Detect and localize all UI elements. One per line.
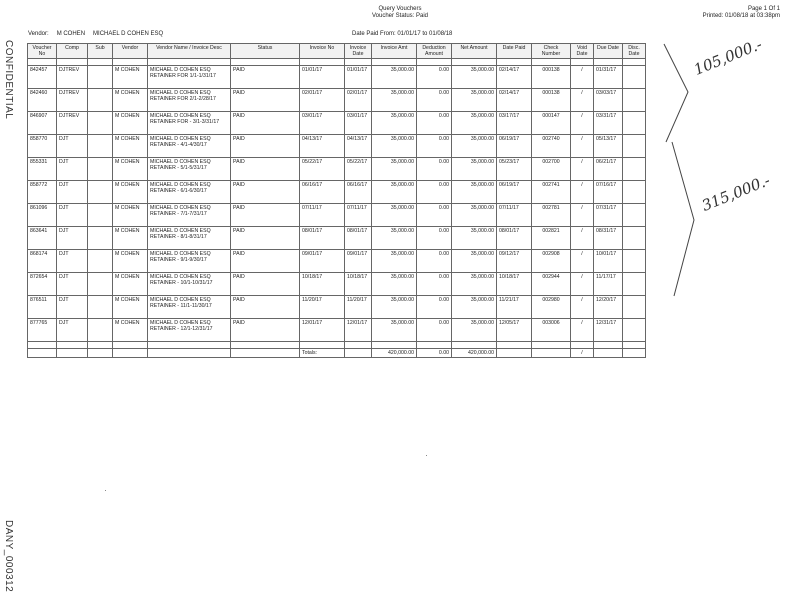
table-cell: 12/20/17 <box>594 296 623 319</box>
table-cell: PAID <box>231 273 300 296</box>
table-cell: 04/13/17 <box>300 135 345 158</box>
table-cell: DJT <box>57 158 88 181</box>
table-cell: 35,000.00 <box>452 204 497 227</box>
table-cell: MICHAEL D COHEN ESQ RETAINER - 12/1-12/31/17 <box>148 319 231 342</box>
table-cell: DJT <box>57 273 88 296</box>
table-cell: PAID <box>231 250 300 273</box>
table-row <box>28 204 646 227</box>
table-cell <box>623 273 646 296</box>
table-cell: 35,000.00 <box>452 227 497 250</box>
table-cell: 863641 <box>28 227 57 250</box>
table-cell <box>623 158 646 181</box>
table-cell: M COHEN <box>113 204 148 227</box>
table-cell: 10/18/17 <box>345 273 372 296</box>
table-row <box>28 250 646 273</box>
table-cell: 05/22/17 <box>300 158 345 181</box>
table-cell: 03/03/17 <box>594 89 623 112</box>
table-cell: 01/31/17 <box>594 66 623 89</box>
table-cell: 07/11/17 <box>497 204 532 227</box>
col-header: Sub <box>88 44 113 59</box>
table-cell: 10/18/17 <box>497 273 532 296</box>
table-cell: DJTREV <box>57 89 88 112</box>
table-cell: 858772 <box>28 181 57 204</box>
table-cell: 002781 <box>532 204 571 227</box>
table-cell: 10/01/17 <box>594 250 623 273</box>
table-cell: 12/01/17 <box>345 319 372 342</box>
table-cell <box>623 296 646 319</box>
table-cell: 0.00 <box>417 66 452 89</box>
table-cell: 08/01/17 <box>497 227 532 250</box>
table-cell: MICHAEL D COHEN ESQ RETAINER - 4/1-4/30/17 <box>148 135 231 158</box>
table-cell: 09/01/17 <box>300 250 345 273</box>
table-cell: / <box>571 66 594 89</box>
table-cell: 0.00 <box>417 112 452 135</box>
table-cell: 35,000.00 <box>452 112 497 135</box>
table-cell: MICHAEL D COHEN ESQ RETAINER - 8/1-8/31/17 <box>148 227 231 250</box>
table-cell <box>623 135 646 158</box>
page-info <box>703 6 780 20</box>
voucher-table <box>27 43 646 358</box>
totals-net: 420,000.00 <box>452 349 497 358</box>
handwritten-bracket-2 <box>668 140 704 300</box>
table-cell: 03/17/17 <box>497 112 532 135</box>
totals-void: / <box>571 349 594 358</box>
table-cell: 35,000.00 <box>372 227 417 250</box>
table-cell <box>623 227 646 250</box>
table-cell: 858770 <box>28 135 57 158</box>
table-row <box>28 273 646 296</box>
table-cell: 35,000.00 <box>372 112 417 135</box>
table-cell: 35,000.00 <box>452 89 497 112</box>
table-cell: 002980 <box>532 296 571 319</box>
bates-number: DANY_000312 <box>3 520 14 593</box>
col-header: Status <box>231 44 300 59</box>
table-cell: 35,000.00 <box>452 66 497 89</box>
table-cell: PAID <box>231 158 300 181</box>
table-cell: MICHAEL D COHEN ESQ RETAINER - 7/1-7/31/17 <box>148 204 231 227</box>
table-cell: M COHEN <box>113 112 148 135</box>
table-cell: 861096 <box>28 204 57 227</box>
table-cell: PAID <box>231 204 300 227</box>
table-cell: 35,000.00 <box>372 89 417 112</box>
table-cell: 02/14/17 <box>497 66 532 89</box>
vendor-line <box>28 31 171 37</box>
table-cell: 35,000.00 <box>452 181 497 204</box>
table-cell: M COHEN <box>113 181 148 204</box>
spacer-row <box>28 342 646 349</box>
table-cell <box>623 319 646 342</box>
table-cell: 03/31/17 <box>594 112 623 135</box>
table-row <box>28 135 646 158</box>
table-cell: 12/31/17 <box>594 319 623 342</box>
table-cell: 08/01/17 <box>345 227 372 250</box>
col-header: Voucher No <box>28 44 57 59</box>
table-cell: 0.00 <box>417 181 452 204</box>
table-cell: 0.00 <box>417 319 452 342</box>
table-cell: M COHEN <box>113 319 148 342</box>
table-cell: PAID <box>231 181 300 204</box>
col-header: Date Paid <box>497 44 532 59</box>
table-cell <box>623 112 646 135</box>
table-cell: 05/13/17 <box>594 135 623 158</box>
col-header: Void Date <box>571 44 594 59</box>
table-cell: 07/11/17 <box>300 204 345 227</box>
table-cell <box>88 112 113 135</box>
table-cell <box>623 66 646 89</box>
table-cell: 842460 <box>28 89 57 112</box>
table-cell: PAID <box>231 296 300 319</box>
table-cell: M COHEN <box>113 66 148 89</box>
table-cell <box>623 89 646 112</box>
col-header: Net Amount <box>452 44 497 59</box>
table-cell: MICHAEL D COHEN ESQ RETAINER FOR 1/1-1/31/17 <box>148 66 231 89</box>
table-cell <box>88 89 113 112</box>
table-cell: 000138 <box>532 89 571 112</box>
table-cell: 02/14/17 <box>497 89 532 112</box>
table-cell: MICHAEL D COHEN ESQ RETAINER - 9/1-9/30/17 <box>148 250 231 273</box>
table-cell: 0.00 <box>417 227 452 250</box>
table-cell: 35,000.00 <box>372 296 417 319</box>
table-cell: 0.00 <box>417 204 452 227</box>
table-row <box>28 227 646 250</box>
table-cell: M COHEN <box>113 227 148 250</box>
table-cell: 855331 <box>28 158 57 181</box>
totals-invoice-amt: 420,000.00 <box>372 349 417 358</box>
spacer-row <box>28 59 646 66</box>
col-header: Invoice Amt <box>372 44 417 59</box>
table-cell: 11/20/17 <box>300 296 345 319</box>
table-cell: 11/20/17 <box>345 296 372 319</box>
table-cell: M COHEN <box>113 89 148 112</box>
table-cell: 000138 <box>532 66 571 89</box>
col-header: Comp <box>57 44 88 59</box>
table-cell <box>623 181 646 204</box>
table-cell: / <box>571 250 594 273</box>
table-cell: 002821 <box>532 227 571 250</box>
report-header <box>300 6 500 20</box>
table-cell: 002740 <box>532 135 571 158</box>
handwritten-note-2: 315,000.- <box>699 171 773 215</box>
table-cell: 35,000.00 <box>452 135 497 158</box>
table-cell: DJT <box>57 181 88 204</box>
table-cell: 06/16/17 <box>300 181 345 204</box>
table-cell <box>623 250 646 273</box>
table-cell: / <box>571 227 594 250</box>
table-cell: / <box>571 296 594 319</box>
table-cell: 002944 <box>532 273 571 296</box>
table-cell <box>88 296 113 319</box>
table-cell: 35,000.00 <box>372 319 417 342</box>
scan-speck <box>105 490 106 491</box>
table-cell: 09/12/17 <box>497 250 532 273</box>
table-cell: 842457 <box>28 66 57 89</box>
table-cell: PAID <box>231 66 300 89</box>
table-cell <box>88 204 113 227</box>
totals-deduction: 0.00 <box>417 349 452 358</box>
table-cell: 877765 <box>28 319 57 342</box>
voucher-rows <box>28 59 646 342</box>
table-cell: 872654 <box>28 273 57 296</box>
table-cell: 09/01/17 <box>345 250 372 273</box>
table-cell: M COHEN <box>113 250 148 273</box>
table-cell: DJT <box>57 227 88 250</box>
table-cell: 000147 <box>532 112 571 135</box>
table-cell: / <box>571 273 594 296</box>
confidential-stamp: CONFIDENTIAL <box>3 40 14 120</box>
table-cell: / <box>571 158 594 181</box>
handwritten-bracket-1 <box>660 40 700 150</box>
table-cell <box>623 204 646 227</box>
table-cell: 01/01/17 <box>300 66 345 89</box>
col-header: Check Number <box>532 44 571 59</box>
table-cell: 04/13/17 <box>345 135 372 158</box>
table-cell: 05/23/17 <box>497 158 532 181</box>
table-cell: 002741 <box>532 181 571 204</box>
table-cell: MICHAEL D COHEN ESQ RETAINER - 5/1-5/31/17 <box>148 158 231 181</box>
table-cell: PAID <box>231 135 300 158</box>
table-cell: DJT <box>57 319 88 342</box>
table-cell <box>88 273 113 296</box>
table-cell: MICHAEL D COHEN ESQ RETAINER - 11/1-11/30/17 <box>148 296 231 319</box>
table-cell: 12/05/17 <box>497 319 532 342</box>
table-cell: 11/17/17 <box>594 273 623 296</box>
table-cell: MICHAEL D COHEN ESQ RETAINER FOR 2/1-2/28/17 <box>148 89 231 112</box>
table-cell: 03/01/17 <box>345 112 372 135</box>
col-header: Disc. Date <box>623 44 646 59</box>
table-cell: 08/01/17 <box>300 227 345 250</box>
handwritten-note-1: 105,000.- <box>691 35 765 79</box>
table-cell: 0.00 <box>417 273 452 296</box>
table-cell <box>88 227 113 250</box>
table-cell: 35,000.00 <box>452 319 497 342</box>
col-header: Due Date <box>594 44 623 59</box>
table-cell <box>88 181 113 204</box>
table-row <box>28 66 646 89</box>
table-cell: / <box>571 204 594 227</box>
table-cell: 03/01/17 <box>300 112 345 135</box>
report-status: Voucher Status: Paid <box>371 13 429 19</box>
table-cell: 11/21/17 <box>497 296 532 319</box>
table-cell <box>88 250 113 273</box>
table-cell: PAID <box>231 227 300 250</box>
table-cell <box>88 158 113 181</box>
table-cell: DJT <box>57 204 88 227</box>
table-cell: DJTREV <box>57 66 88 89</box>
table-cell: 35,000.00 <box>452 158 497 181</box>
table-cell: 07/11/17 <box>345 204 372 227</box>
table-cell: 12/01/17 <box>300 319 345 342</box>
table-cell: DJT <box>57 250 88 273</box>
table-cell: / <box>571 112 594 135</box>
table-cell: M COHEN <box>113 296 148 319</box>
table-row <box>28 181 646 204</box>
col-header: Vendor Name / Invoice Desc <box>148 44 231 59</box>
table-cell: 06/16/17 <box>345 181 372 204</box>
table-cell: 35,000.00 <box>452 250 497 273</box>
table-cell: 35,000.00 <box>452 296 497 319</box>
report-title: Query Vouchers <box>378 6 422 12</box>
table-cell: 07/16/17 <box>594 181 623 204</box>
table-row <box>28 112 646 135</box>
table-cell: DJTREV <box>57 112 88 135</box>
scan-speck <box>426 455 427 456</box>
table-cell: PAID <box>231 319 300 342</box>
table-cell: 35,000.00 <box>372 66 417 89</box>
totals-label: Totals: <box>300 349 345 358</box>
col-header: Vendor <box>113 44 148 59</box>
table-cell: MICHAEL D COHEN ESQ RETAINER - 10/1-10/31/17 <box>148 273 231 296</box>
table-cell: DJT <box>57 296 88 319</box>
date-range: Date Paid From: 01/01/17 to 01/08/18 <box>352 31 453 37</box>
table-cell: 876511 <box>28 296 57 319</box>
col-header: Invoice No <box>300 44 345 59</box>
table-cell: 01/01/17 <box>345 66 372 89</box>
table-cell: 35,000.00 <box>372 204 417 227</box>
table-cell: 002908 <box>532 250 571 273</box>
table-cell: 0.00 <box>417 296 452 319</box>
table-cell: 0.00 <box>417 89 452 112</box>
vendor-label: Vendor: <box>28 31 49 37</box>
table-cell: M COHEN <box>113 135 148 158</box>
printed-timestamp: Printed: 01/08/18 at 03:38pm <box>702 13 780 19</box>
table-cell: 35,000.00 <box>452 273 497 296</box>
table-cell: 07/31/17 <box>594 204 623 227</box>
table-cell: 35,000.00 <box>372 181 417 204</box>
table-cell: 02/01/17 <box>345 89 372 112</box>
table-header-row <box>28 44 646 59</box>
vendor-name: MICHAEL D COHEN ESQ <box>93 31 164 37</box>
table-cell <box>88 135 113 158</box>
col-header: Deduction Amount <box>417 44 452 59</box>
table-cell: PAID <box>231 89 300 112</box>
table-row <box>28 296 646 319</box>
table-cell: 002700 <box>532 158 571 181</box>
table-cell: 868174 <box>28 250 57 273</box>
table-cell: 05/22/17 <box>345 158 372 181</box>
col-header: Invoice Date <box>345 44 372 59</box>
table-cell: 846907 <box>28 112 57 135</box>
table-cell: M COHEN <box>113 158 148 181</box>
table-cell: / <box>571 89 594 112</box>
table-cell: 35,000.00 <box>372 273 417 296</box>
table-cell: 35,000.00 <box>372 250 417 273</box>
table-cell: / <box>571 135 594 158</box>
page-number: Page 1 Of 1 <box>747 6 780 12</box>
table-cell: PAID <box>231 112 300 135</box>
table-cell: MICHAEL D COHEN ESQ RETAINER - 6/1-6/30/17 <box>148 181 231 204</box>
table-cell: 0.00 <box>417 250 452 273</box>
table-cell: 35,000.00 <box>372 158 417 181</box>
table-cell: 0.00 <box>417 158 452 181</box>
table-row <box>28 89 646 112</box>
table-row <box>28 319 646 342</box>
table-cell <box>88 319 113 342</box>
table-cell: 003006 <box>532 319 571 342</box>
table-cell: 08/31/17 <box>594 227 623 250</box>
table-cell <box>88 66 113 89</box>
table-cell: MICHAEL D COHEN ESQ RETAINER FOR - 3/1-3/31/17 <box>148 112 231 135</box>
table-cell: 02/01/17 <box>300 89 345 112</box>
table-cell: 06/19/17 <box>497 135 532 158</box>
table-cell: / <box>571 181 594 204</box>
table-cell: 10/18/17 <box>300 273 345 296</box>
table-cell: 35,000.00 <box>372 135 417 158</box>
table-cell: 06/21/17 <box>594 158 623 181</box>
vendor-code: M COHEN <box>56 31 86 37</box>
totals-row <box>28 349 646 358</box>
table-cell: M COHEN <box>113 273 148 296</box>
table-cell: 06/19/17 <box>497 181 532 204</box>
table-cell: DJT <box>57 135 88 158</box>
table-cell: 0.00 <box>417 135 452 158</box>
table-cell: / <box>571 319 594 342</box>
table-row <box>28 158 646 181</box>
